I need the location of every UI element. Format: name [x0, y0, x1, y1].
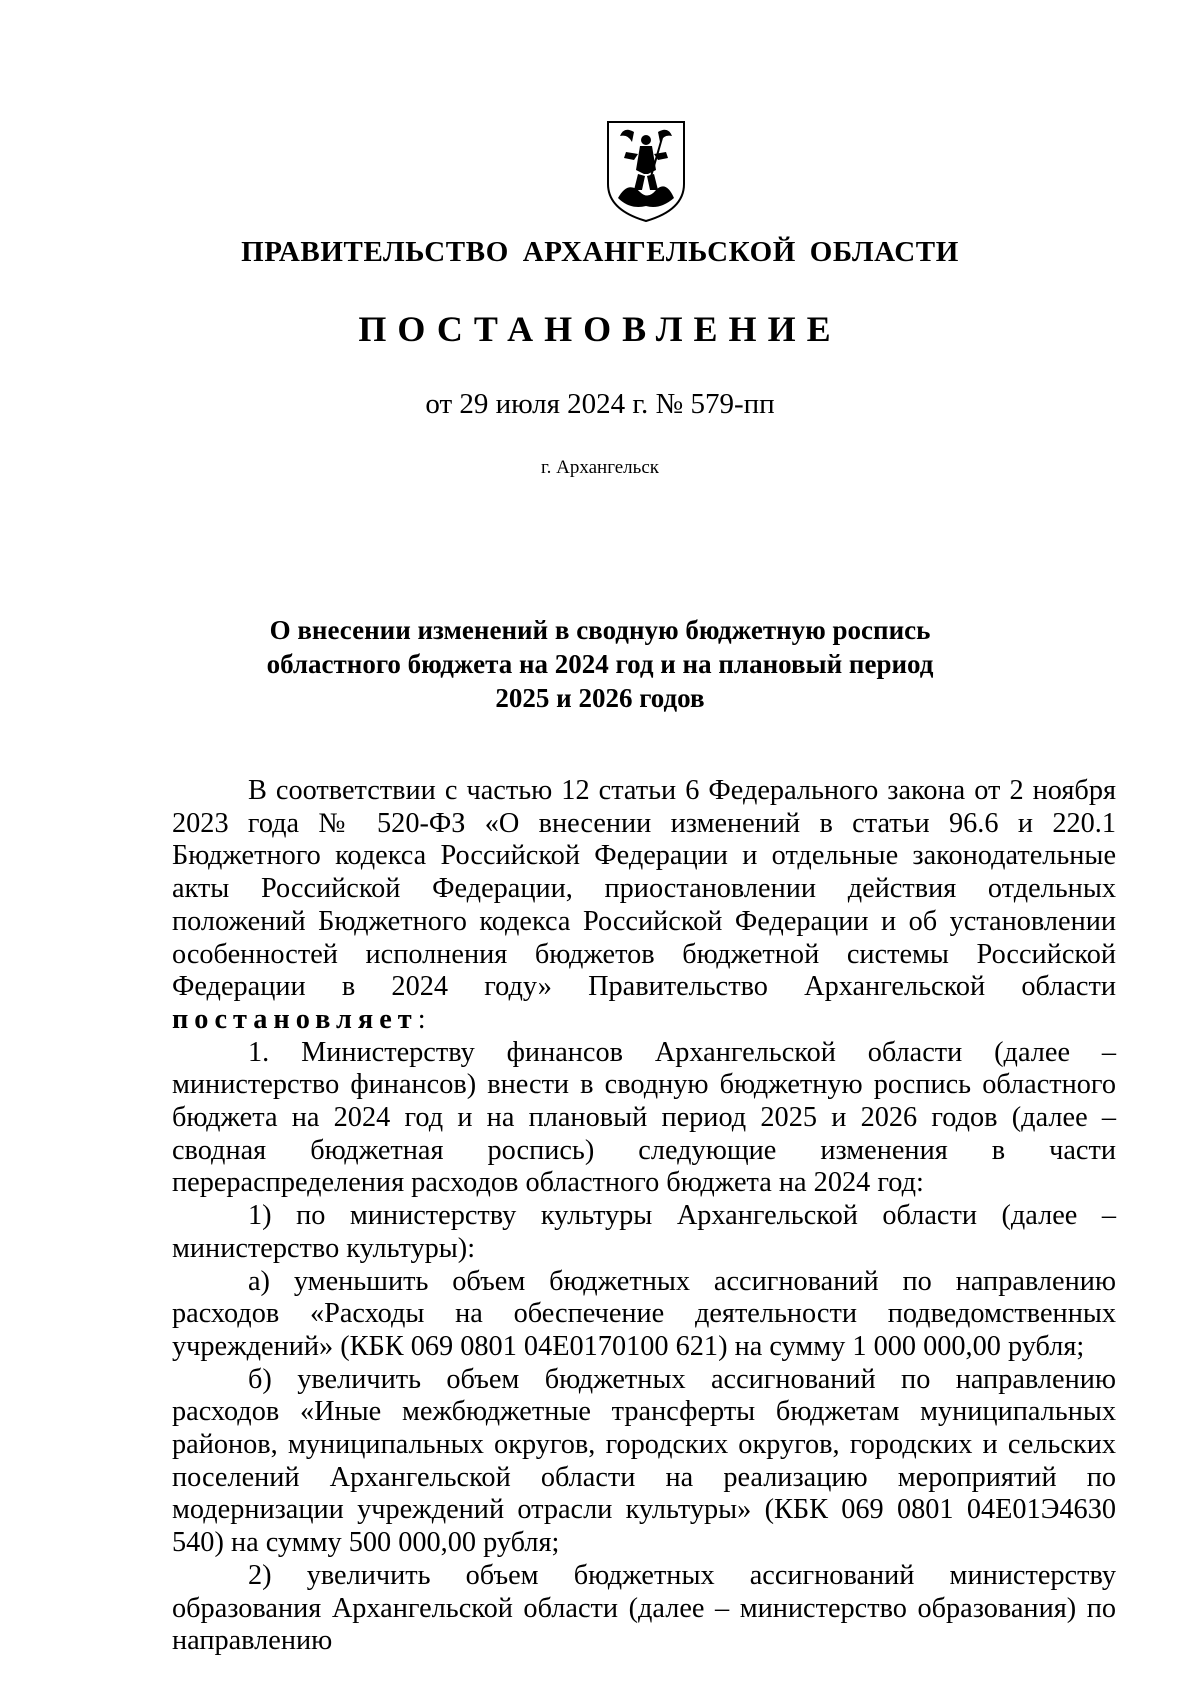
document-body [172, 775, 1116, 1658]
body-paragraph: 1) по министерству культуры Архангельской области (далее – министерство культуры): [172, 1200, 1116, 1264]
body-paragraph: 1. Министерству финансов Архангельской области (далее – министерство финансов) внести в сводную бюджетную роспись областного бюджета на 2024 год и на плановый период 2025 и 2026 годов (далее – сводная бюджетная роспись) следующие изменения в части перераспределения расходов областного бюджета на 2024 год: [172, 1036, 1116, 1199]
resolves-keyword: постановляет [172, 1003, 418, 1035]
preamble-text: В соответствии с частью 12 статьи 6 Федерального закона от 2 ноября 2023 года № 520-ФЗ «О внесении изменений в статьи 96.6 и 220.1 Бюджетного кодекса Российской Федерации и отдельные законодательные акты Российской Федерации, приостановлении действия отдельных положений Бюджетного кодекса Российской Федерации и об установлении особенностей исполнения бюджетов бюджетной системы Российской Федерации в 2024 году» Правительство Архангельской области [172, 775, 1116, 1003]
body-paragraph: а) уменьшить объем бюджетных ассигнований по направлению расходов «Расходы на обеспечение деятельности подведомственных учреждений» (КБК 069 0801 04Е0170100 621) на сумму 1 000 000,00 рубля; [172, 1265, 1116, 1362]
document-type: ПОСТАНОВЛЕНИЕ [358, 309, 842, 349]
document-date-number: от 29 июля 2024 г. № 579-пп [425, 388, 775, 420]
title-line: О внесении изменений в сводную бюджетную роспись [269, 615, 931, 645]
city-name: г. Архангельск [540, 457, 659, 478]
title-line: областного бюджета на 2024 год и на плановый период [266, 649, 934, 679]
coat-of-arms-icon [604, 118, 688, 224]
body-paragraph: 2) увеличить объем бюджетных ассигнований министерству образования Архангельской области (далее – министерство образования) по направлению [172, 1559, 1116, 1657]
preamble-colon: : [417, 1003, 426, 1035]
document-title [200, 613, 1000, 715]
body-paragraph: б) увеличить объем бюджетных ассигнований по направлению расходов «Иные межбюджетные трансферты бюджетам муниципальных районов, муниципальных округов, городских округов, городских и сельских поселений Архангельской области на реализацию мероприятий по модернизации учреждений отрасли культуры» (КБК 069 0801 04Е01Э4630 540) на сумму 500 000,00 рубля; [172, 1363, 1116, 1559]
title-line: 2025 и 2026 годов [495, 683, 705, 713]
organization-name: ПРАВИТЕЛЬСТВО АРХАНГЕЛЬСКОЙ ОБЛАСТИ [241, 236, 959, 268]
preamble-paragraph [172, 775, 1116, 1037]
